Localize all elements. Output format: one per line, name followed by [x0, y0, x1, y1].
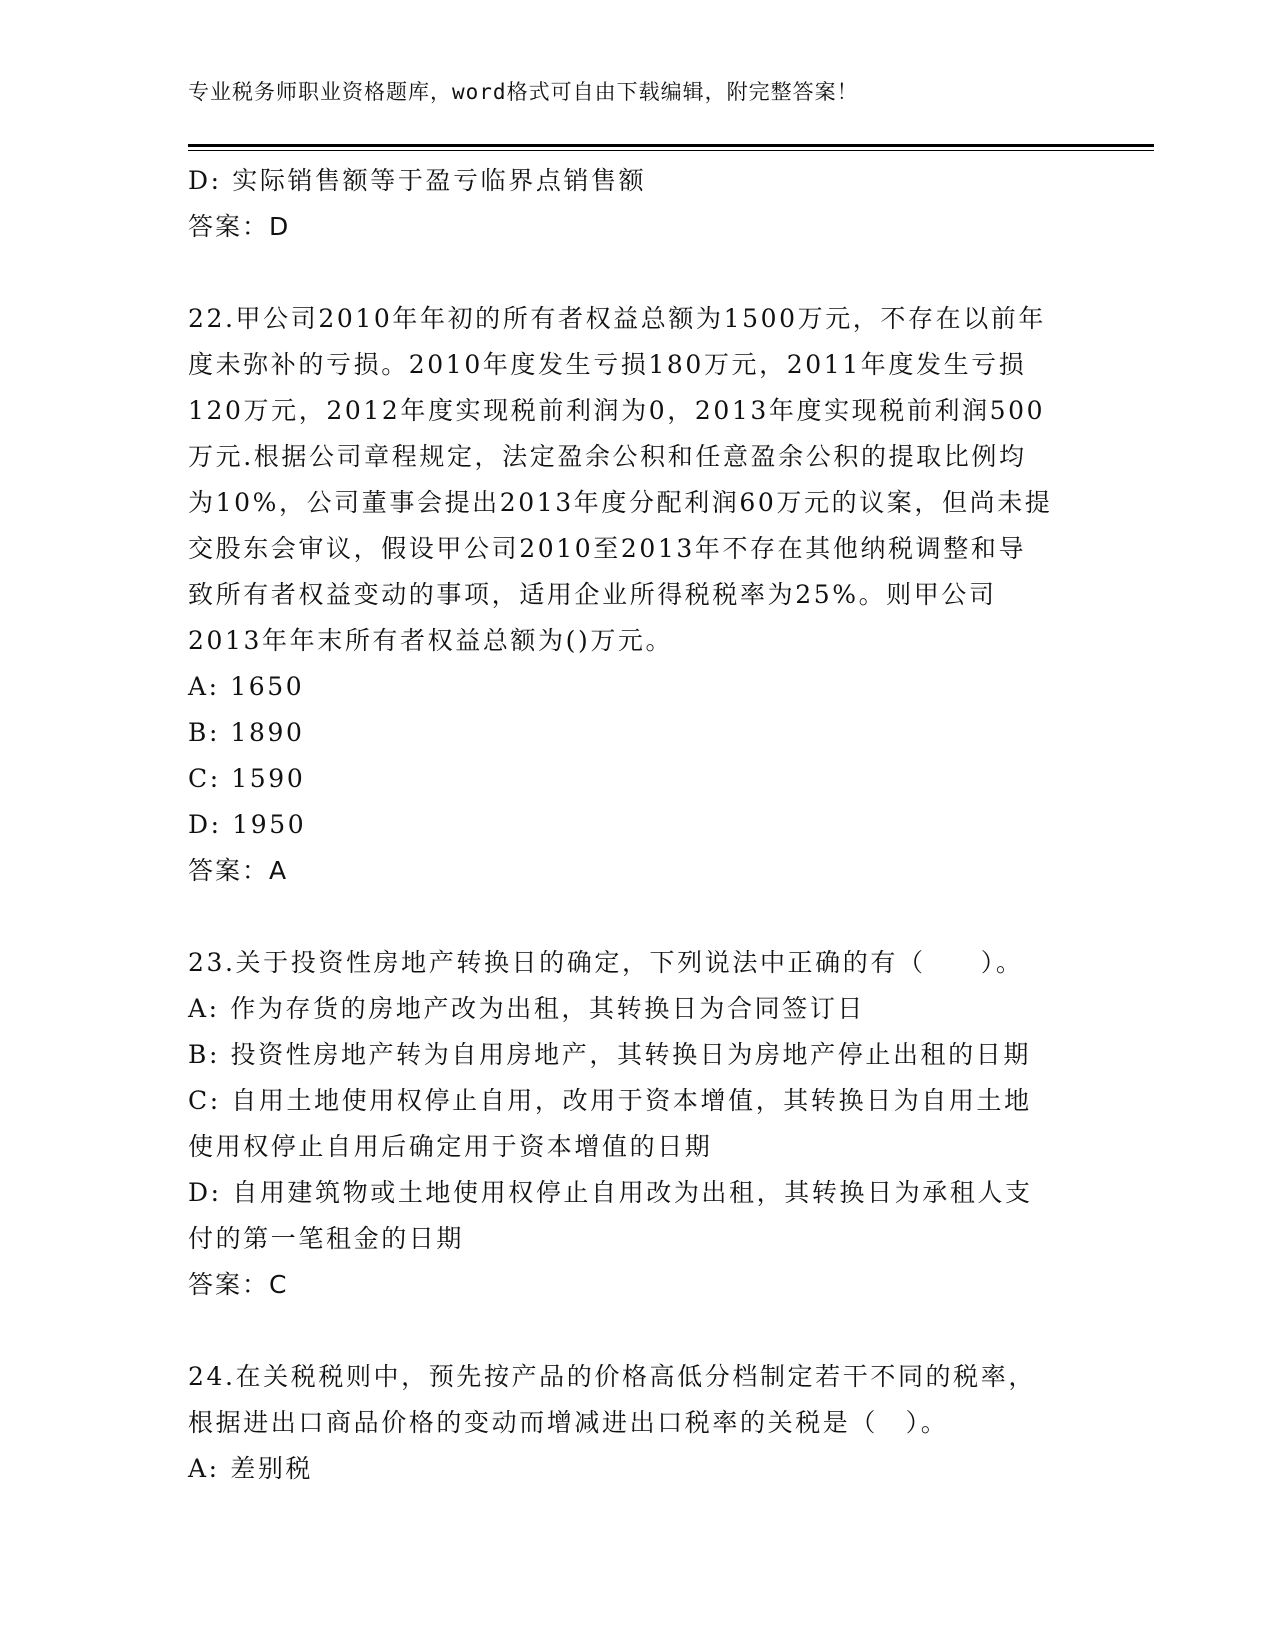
header-rule-thin — [188, 150, 1154, 151]
q22-line: 致所有者权益变动的事项，适用企业所得税税率为25%。则甲公司 — [188, 580, 997, 609]
q22-option-c: C: 1590 — [188, 764, 306, 793]
q22-option-a: A: 1650 — [188, 672, 305, 701]
q22-option-d: D: 1950 — [188, 810, 307, 839]
page-header: 专业税务师职业资格题库，word格式可自由下载编辑，附完整答案！ — [188, 80, 859, 104]
q24-option-a: A: 差别税 — [188, 1454, 314, 1483]
q22-line: 为10%，公司董事会提出2013年度分配利润60万元的议案，但尚未提 — [188, 488, 1053, 517]
q22-line: 120万元，2012年度实现税前利润为0，2013年度实现税前利润500 — [188, 396, 1046, 425]
q22-line: 万元.根据公司章程规定，法定盈余公积和任意盈余公积的提取比例均 — [188, 442, 1027, 471]
q23-option-c: C: 自用土地使用权停止自用，改用于资本增值，其转换日为自用土地 — [188, 1086, 1032, 1115]
q22-option-b: B: 1890 — [188, 718, 305, 747]
q23-option-b: B: 投资性房地产转为自用房地产，其转换日为房地产停止出租的日期 — [188, 1040, 1031, 1069]
q24-block — [188, 1354, 1088, 1492]
q21-option-d: D: 实际销售额等于盈亏临界点销售额 — [188, 166, 647, 195]
q22-block — [188, 296, 1088, 894]
q23-answer: 答案：C — [188, 1270, 289, 1299]
q23-option-d-cont: 付的第一笔租金的日期 — [188, 1224, 465, 1253]
q22-line: 交股东会审议，假设甲公司2010至2013年不存在其他纳税调整和导 — [188, 534, 1027, 563]
spacer — [188, 894, 1088, 940]
q22-line: 度未弥补的亏损。2010年度发生亏损180万元，2011年度发生亏损 — [188, 350, 1027, 379]
spacer — [188, 250, 1088, 296]
q22-line: 22.甲公司2010年年初的所有者权益总额为1500万元，不存在以前年 — [188, 304, 1047, 333]
q24-question-line: 24.在关税税则中，预先按产品的价格高低分档制定若干不同的税率， — [188, 1362, 1036, 1391]
header-rule-thick — [188, 144, 1154, 147]
q22-answer: 答案：A — [188, 856, 289, 885]
q23-option-a: A: 作为存货的房地产改为出租，其转换日为合同签订日 — [188, 994, 866, 1023]
spacer — [188, 1308, 1088, 1354]
q22-line: 2013年年末所有者权益总额为()万元。 — [188, 626, 674, 655]
q23-option-c-cont: 使用权停止自用后确定用于资本增值的日期 — [188, 1132, 713, 1161]
document-body — [188, 158, 1088, 1492]
q23-question: 23.关于投资性房地产转换日的确定，下列说法中正确的有（ ）。 — [188, 948, 1024, 977]
q24-question-line: 根据进出口商品价格的变动而增减进出口税率的关税是（ ）。 — [188, 1408, 949, 1437]
q23-option-d: D: 自用建筑物或土地使用权停止自用改为出租，其转换日为承租人支 — [188, 1178, 1033, 1207]
q23-block — [188, 940, 1088, 1308]
q21-answer: 答案：D — [188, 212, 291, 241]
